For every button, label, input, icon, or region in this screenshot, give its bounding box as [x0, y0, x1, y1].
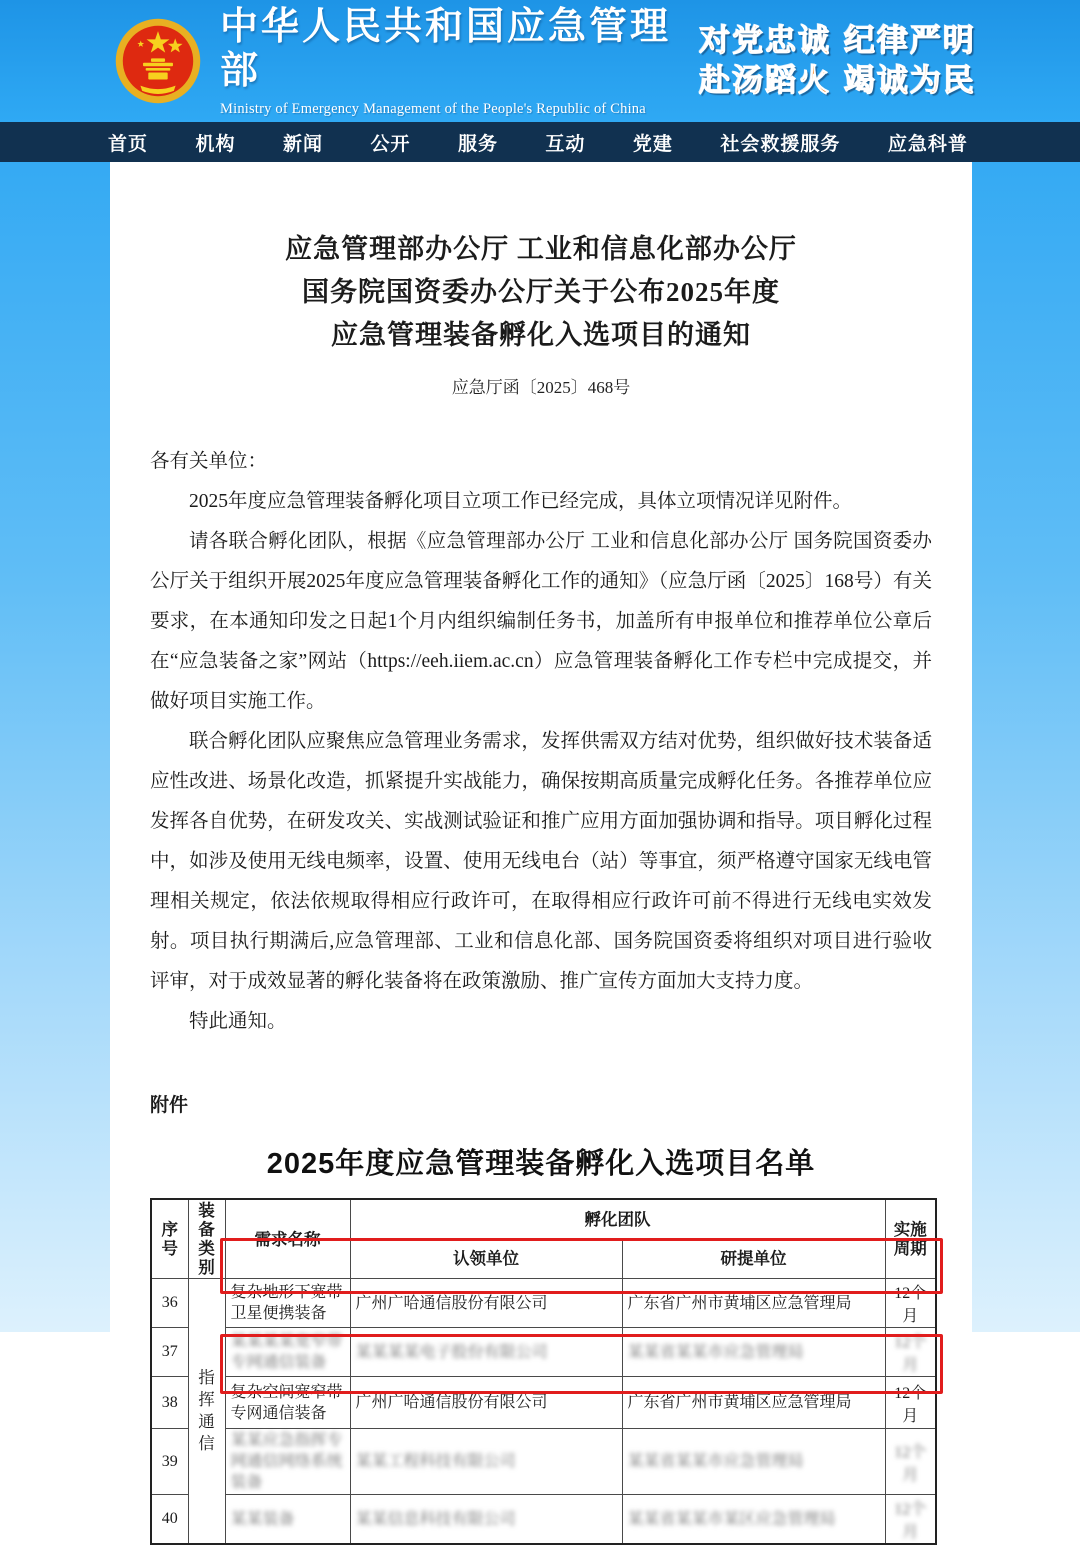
site-header: [0, 0, 1080, 122]
cell-claim-unit-blurred: 某某工程科技有限公司: [350, 1429, 622, 1495]
nav-item-social-rescue[interactable]: 社会救援服务: [720, 133, 841, 155]
cell-seq: 39: [151, 1429, 188, 1495]
slogan: [699, 21, 976, 101]
cell-period: 12个月: [885, 1377, 936, 1429]
document-body: [150, 442, 932, 1042]
cell-name-blurred: 某某某某宽窄带专网通信装备: [225, 1328, 350, 1377]
closing: 特此通知。: [189, 1011, 287, 1032]
nav-item-interact[interactable]: 互动: [545, 133, 586, 155]
nav-item-science[interactable]: 应急科普: [887, 133, 968, 155]
cell-category: 指挥通信: [188, 1279, 225, 1545]
cell-develop-unit: 广东省广州市黄埔区应急管理局: [622, 1279, 885, 1328]
header-team: 孵化团队: [350, 1199, 885, 1239]
paragraph-3: 联合孵化团队应聚焦应急管理业务需求，发挥供需双方结对优势，组织做好技术装备适应性改进、场景化改造，抓紧提升实战能力，确保按期高质量完成孵化任务。各推荐单位应发挥各自优势，在研发攻关、实战测试验证和推广应用方面加强协调和指导。项目孵化过程中，如涉及使用无线电频率，设置、使用无线电台（站）等事宜，须严格遵守国家无线电管理相关规定，依法依规取得相应行政许可，在取得相应行政许可前不得进行无线电实效发射。项目执行期满后,应急管理部、工业和信息化部、国务院国资委将组织对项目进行验收评审，对于成效显著的孵化装备将在政策激励、推广宣传方面加大支持力度。: [150, 731, 932, 992]
paragraph-1: 2025年度应急管理装备孵化项目立项工作已经完成，具体立项情况详见附件。: [189, 491, 853, 512]
cell-seq: 40: [151, 1495, 188, 1545]
paragraph-2: 请各联合孵化团队，根据《应急管理部办公厅 工业和信息化部办公厅 国务院国资委办公厅关于组织开展2025年度应急管理装备孵化工作的通知》（应急厅函〔2025〕168号）有关要求，在本通知印发之日起1个月内组织编制任务书，加盖所有申报单位和推荐单位公章后在“应急装备之家”网站（https://eeh.iiem.ac.cn）应急管理装备孵化工作专栏中完成提交，并做好项目实施工作。: [150, 531, 932, 712]
table-row-37: [151, 1328, 936, 1377]
cell-claim-unit: 广州广哈通信股份有限公司: [350, 1377, 622, 1429]
header-claim-unit: 认领单位: [350, 1239, 622, 1278]
document-title-line-2: 国务院国资委办公厅关于公布2025年度: [302, 277, 780, 307]
nav-item-public[interactable]: 公开: [370, 133, 411, 155]
document-paper: [110, 162, 972, 1541]
nav-bar: [0, 122, 1080, 162]
cell-seq: 37: [151, 1328, 188, 1377]
cell-develop-unit: 广东省广州市黄埔区应急管理局: [622, 1377, 885, 1429]
site-title-block: [220, 5, 699, 118]
table-title: 2025年度应急管理装备孵化入选项目名单: [266, 1148, 816, 1180]
cell-develop-unit-blurred: 某某省某某市某区应急管理局: [622, 1495, 885, 1545]
nav-item-org[interactable]: 机构: [195, 133, 236, 155]
cell-seq: 38: [151, 1377, 188, 1429]
header-seq: 序号: [151, 1199, 188, 1279]
table-row-39: [151, 1429, 936, 1495]
slogan-line-2: 赴汤蹈火 竭诚为民: [699, 63, 976, 99]
cell-period-blurred: 12个月: [885, 1429, 936, 1495]
cell-claim-unit-blurred: 某某某某电子股份有限公司: [350, 1328, 622, 1377]
nav-item-home[interactable]: 首页: [108, 133, 149, 155]
cell-develop-unit-blurred: 某某省某某市应急管理局: [622, 1328, 885, 1377]
cell-period: 12个月: [885, 1279, 936, 1328]
cell-name: 复杂空间宽窄带专网通信装备: [225, 1377, 350, 1429]
projects-table: [150, 1198, 937, 1545]
table-row-38: [151, 1377, 936, 1429]
document-number: 应急厅函〔2025〕468号: [451, 378, 631, 397]
cell-name-blurred: 某某装备: [225, 1495, 350, 1545]
cell-claim-unit-blurred: 某某信息科技有限公司: [350, 1495, 622, 1545]
cell-seq: 36: [151, 1279, 188, 1328]
cell-name: 复杂地形下宽带卫星便携装备: [225, 1279, 350, 1328]
table-wrap: [150, 1198, 939, 1545]
nav-item-news[interactable]: 新闻: [282, 133, 323, 155]
cell-claim-unit: 广州广哈通信股份有限公司: [350, 1279, 622, 1328]
nav-item-party[interactable]: 党建: [632, 133, 673, 155]
document-title-line-1: 应急管理部办公厅 工业和信息化部办公厅: [285, 234, 797, 264]
header-category: 装备类别: [188, 1199, 225, 1279]
site-title: 中华人民共和国应急管理部: [220, 5, 672, 92]
nav-item-service[interactable]: 服务: [457, 133, 498, 155]
table-row-36: [151, 1279, 936, 1328]
header-develop-unit: 研提单位: [622, 1239, 885, 1278]
header-name: 需求名称: [225, 1199, 350, 1279]
site-subtitle: Ministry of Emergency Management of the People's Republic of China: [220, 100, 646, 117]
slogan-line-1: 对党忠诚 纪律严明: [699, 23, 976, 59]
cell-develop-unit-blurred: 某某省某某市应急管理局: [622, 1429, 885, 1495]
attachment-label: 附件: [150, 1095, 189, 1116]
salutation: 各有关单位：: [150, 451, 268, 472]
content-background: [0, 162, 1080, 1541]
cell-period-blurred: 12个月: [885, 1495, 936, 1545]
cell-period-blurred: 12个月: [885, 1328, 936, 1377]
document-title-line-3: 应急管理装备孵化入选项目的通知: [331, 320, 751, 350]
cell-name-blurred: 某某应急指挥专网通信网络系统装备: [225, 1429, 350, 1495]
header-period: 实施周期: [885, 1199, 936, 1279]
table-row-40: [151, 1495, 936, 1545]
china-national-emblem-icon: [114, 17, 202, 105]
document-title: [150, 228, 932, 357]
